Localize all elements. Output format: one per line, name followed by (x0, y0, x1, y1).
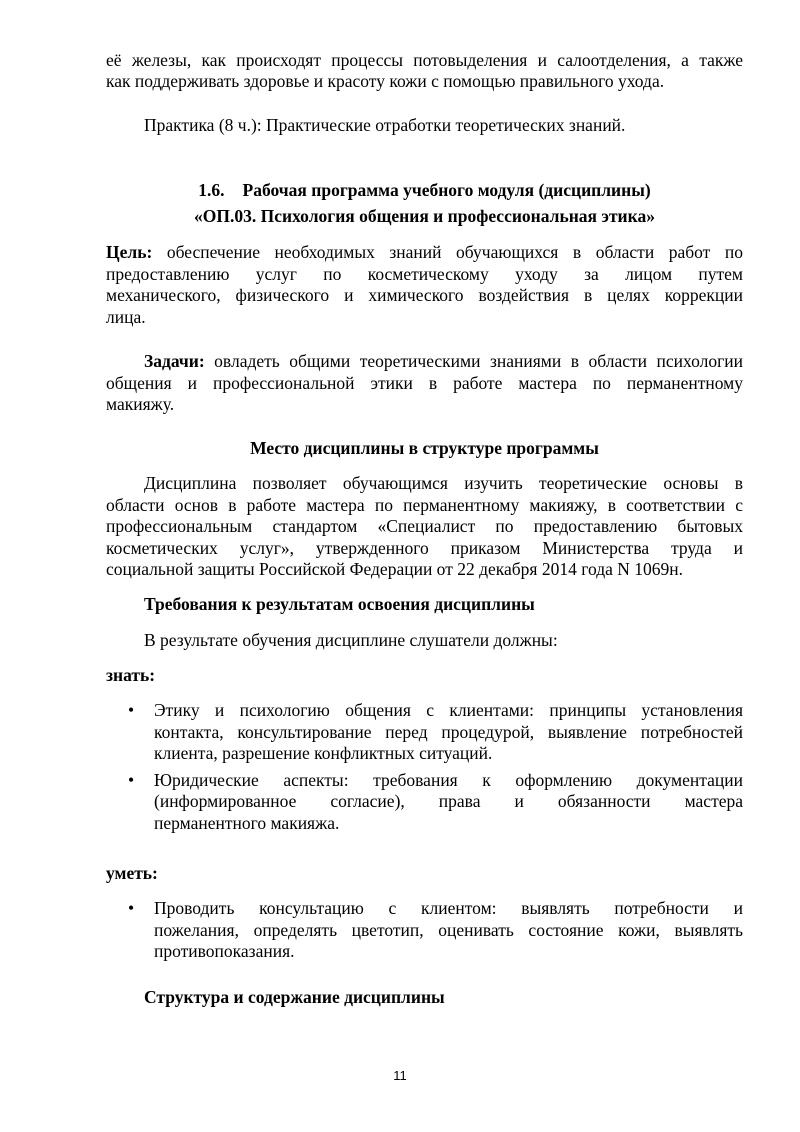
goal-line-4: лица. (106, 306, 146, 327)
section-number: 1.6. (198, 180, 225, 200)
section-heading (106, 178, 743, 228)
place-line-3: профессиональным стандартом «Специалист по предоставлению бытовых (106, 516, 743, 536)
can-list (106, 898, 743, 963)
tasks-text-1: овладеть общими теоретическими знаниями в области психологии (204, 351, 743, 371)
know-item-1-line-1: Этику и психологию общения с клиентами: принципы установления (154, 700, 743, 720)
place-heading: Место дисциплины в структуре программы (250, 438, 599, 458)
know-label: знать: (106, 665, 156, 685)
bullet-icon: • (128, 898, 135, 918)
tasks-line-3: макияжу. (106, 394, 175, 414)
goal-line-1 (106, 242, 743, 264)
can-item-1-line-1: Проводить консультацию с клиентом: выявлять потребности и (154, 898, 743, 918)
place-paragraph (106, 473, 743, 581)
requirements-heading: Требования к результатам освоения дисциплины (144, 594, 535, 614)
know-item-2-line-1: Юридические аспекты: требования к оформлению документации (154, 769, 743, 790)
structure-heading: Структура и содержание дисциплины (144, 987, 445, 1007)
tasks-paragraph (106, 351, 743, 416)
bullet-icon: • (128, 769, 135, 790)
goal-line-3: механического, физического и химического воздействия в целях коррекции (106, 285, 743, 305)
goal-text-1: обеспечение необходимых знаний обучающихся в области работ по (152, 242, 743, 262)
can-item-1-line-2: пожелания, определять цветотип, оценивать состояние кожи, выявлять (154, 919, 743, 940)
know-item-1-line-2: контакта, консультирование перед процедурой, выявление потребностей (154, 721, 743, 742)
practice-paragraph: Практика (8 ч.): Практические отработки теоретических знаний. (144, 115, 626, 135)
place-line-1: Дисциплина позволяет обучающимся изучить теоретические основы в (144, 473, 743, 493)
section-title-line-1 (106, 178, 743, 202)
list-item (106, 700, 743, 765)
intro-line-1: её железы, как происходят процессы потовыделения и салоотделения, а также (106, 50, 743, 70)
can-label: уметь: (106, 863, 158, 883)
tasks-line-2: общения и профессиональной этики в работе мастера по перманентному (106, 372, 743, 393)
goal-paragraph (106, 242, 743, 328)
tasks-label: Задачи: (144, 351, 205, 371)
page-number: 11 (393, 1068, 407, 1083)
list-item (106, 770, 743, 835)
list-item (106, 898, 743, 963)
goal-line-2: предоставлению услуг по косметическому уходу за лицом путем (106, 263, 743, 284)
know-item-2-line-2: (информированное согласие), права и обязанности мастера (154, 791, 743, 811)
can-item-1-line-3: противопоказания. (154, 941, 295, 961)
tasks-line-1 (106, 351, 743, 373)
know-item-1-line-3: клиента, разрешение конфликтных ситуаций. (154, 743, 493, 763)
know-list (106, 700, 743, 834)
know-item-2-line-3: перманентного макияжа. (154, 812, 340, 833)
goal-label: Цель: (106, 242, 153, 262)
place-line-5: социальной защиты Российской Федерации от 22 декабря 2014 года N 1069н. (106, 559, 684, 579)
place-line-2: области основ в работе мастера по перманентному макияжу, в соответствии с (106, 494, 743, 515)
bullet-icon: • (128, 700, 135, 720)
section-title-1: Рабочая программа учебного модуля (дисциплины) (242, 180, 651, 200)
section-title-line-2: «ОП.03. Психология общения и профессиональная этика» (194, 206, 655, 226)
place-line-4: косметических услуг», утвержденного приказом Министерства труда и (106, 537, 743, 558)
requirements-intro: В результате обучения дисциплине слушатели должны: (144, 630, 558, 650)
intro-line-2: как поддерживать здоровье и красоту кожи с помощью правильного ухода. (106, 71, 665, 91)
